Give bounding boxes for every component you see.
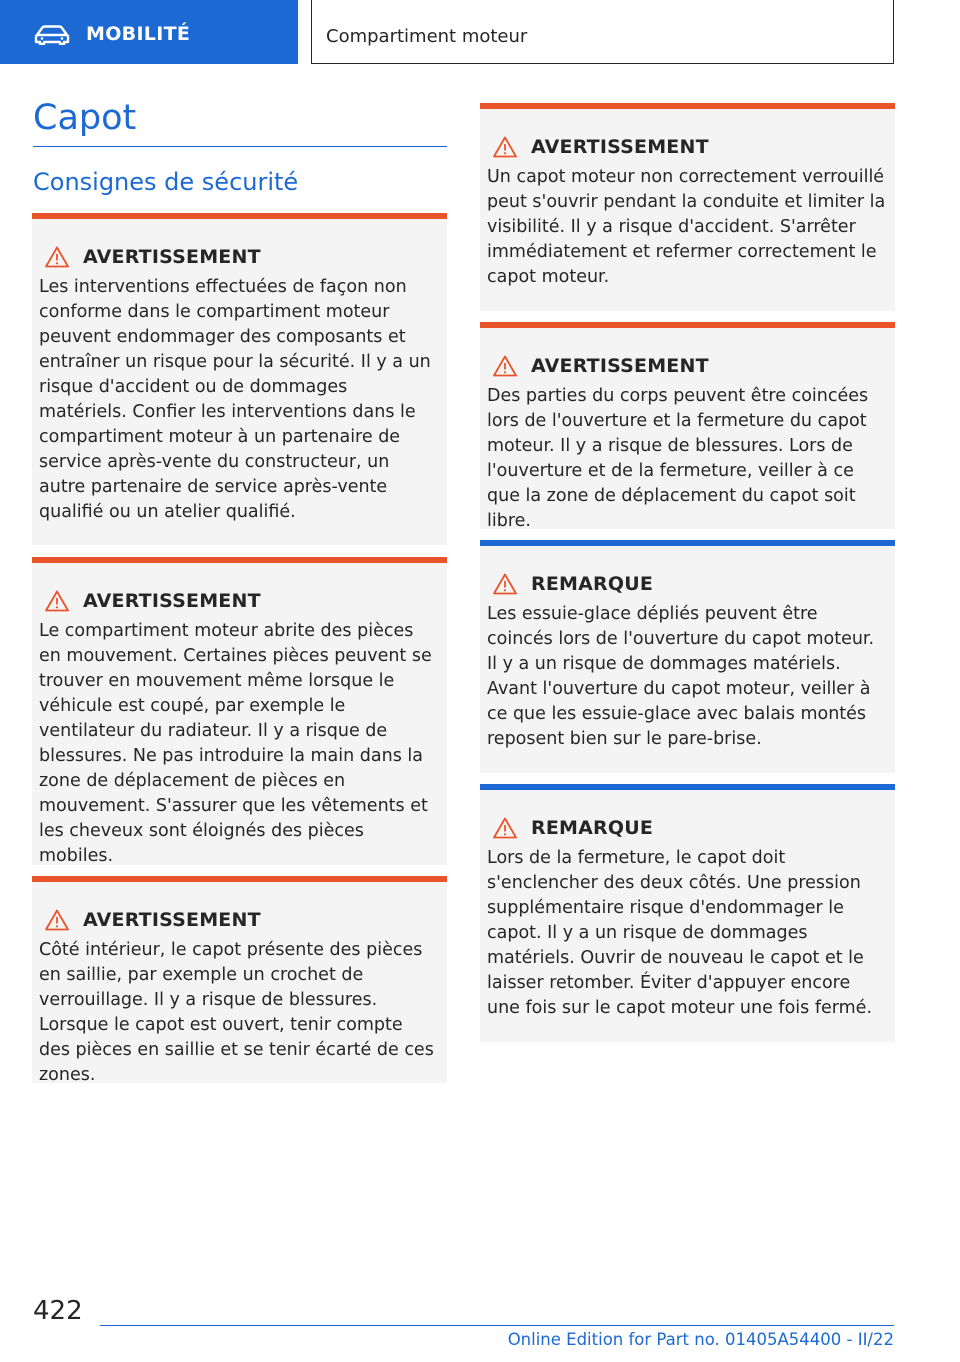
notice-box <box>480 784 895 1042</box>
notice-label: REMARQUE <box>531 817 654 839</box>
notice-text: Côté intérieur, le capot présente des pièces en saillie, par exemple un crochet de verrouillage. Il y a risque de blessures. Lorsque le capot est ouvert, tenir compte des pièces en saillie et se tenir écarté de ces zones. <box>39 940 434 1085</box>
warning-triangle-icon <box>45 590 69 612</box>
notice-text: Un capot moteur non correctement verrouillé peut s'ouvrir pendant la conduite et limiter la visibilité. Il y a risque d'accident. S'arrêter immédiatement et refermer correctement le capot moteur. <box>487 167 886 287</box>
notice-box <box>480 103 895 311</box>
warning-triangle-icon <box>493 817 517 839</box>
notice-label: AVERTISSEMENT <box>83 909 261 931</box>
notice-box <box>32 876 447 1083</box>
notice-header <box>39 908 439 932</box>
car-icon <box>34 25 70 45</box>
warning-triangle-icon <box>45 246 69 268</box>
page-title: Capot <box>33 98 137 138</box>
notice-text: Des parties du corps peuvent être coincées lors de l'ouverture et la fermeture du capot moteur. Il y a risque de blessures. Lors de l'ouverture et de la fermeture, veiller à ce que la zone de déplacement du capot soit libre. <box>487 386 869 531</box>
warning-triangle-icon <box>493 136 517 158</box>
notice-box <box>32 557 447 865</box>
notice-label: AVERTISSEMENT <box>83 590 261 612</box>
notice-text: Les essuie-glace dépliés peuvent être coincés lors de l'ouverture du capot moteur. Il y a un risque de dommages matériels. Avant l'ouverture du capot moteur, veiller à ce que les essuie-glace avec balais montés reposent bien sur le pare-brise. <box>487 604 875 749</box>
notice-box <box>480 540 895 773</box>
footer-divider <box>100 1325 894 1326</box>
section-title: Compartiment moteur <box>326 26 528 47</box>
notice-header <box>487 354 887 378</box>
notice-header <box>487 572 887 596</box>
notice-text: Le compartiment moteur abrite des pièces en mouvement. Certaines pièces peuvent se trouver en mouvement même lorsque le véhicule est coupé, par exemple le ventilateur du radiateur. Il y a risque de blessures. Ne pas introduire la main dans la zone de déplacement de pièces en mouvement. S'assurer que les vêtements et les cheveux sont éloignés des pièces mobiles. <box>39 621 432 866</box>
notice-header <box>39 245 439 269</box>
warning-triangle-icon <box>493 355 517 377</box>
notice-box <box>32 213 447 545</box>
notice-label: REMARQUE <box>531 573 654 595</box>
notice-header <box>487 816 887 840</box>
header-section <box>311 0 894 64</box>
header-tab-mobilite[interactable] <box>0 0 298 64</box>
notice-label: AVERTISSEMENT <box>531 136 709 158</box>
notice-box <box>480 322 895 529</box>
footer-edition-text: Online Edition for Part no. 01405A54400 - II/22 <box>507 1330 894 1349</box>
notice-label: AVERTISSEMENT <box>83 246 261 268</box>
section-subtitle: Consignes de sécurité <box>33 168 299 196</box>
page-number: 422 <box>33 1296 83 1326</box>
notice-header <box>39 589 439 613</box>
notice-text: Lors de la fermeture, le capot doit s'enclencher des deux côtés. Une pression supplémentaire risque d'endommager le capot. Il y a un risque de dommages matériels. Ouvrir de nouveau le capot et le laisser retomber. Éviter d'appuyer encore une fois sur le capot moteur une fois fermé. <box>487 848 873 1018</box>
warning-triangle-icon <box>493 573 517 595</box>
title-divider <box>33 146 447 147</box>
notice-label: AVERTISSEMENT <box>531 355 709 377</box>
header-tab-label: MOBILITÉ <box>86 23 191 45</box>
notice-header <box>487 135 887 159</box>
warning-triangle-icon <box>45 909 69 931</box>
notice-text: Les interventions effectuées de façon non conforme dans le compartiment moteur peuvent endommager des composants et entraîner un risque pour la sécurité. Il y a un risque d'accident ou de dommages matériels. Confier les interventions dans le compartiment moteur à un partenaire de service après-vente du constructeur, un autre partenaire de service après-vente qualifié ou un atelier qualifié. <box>39 277 431 522</box>
